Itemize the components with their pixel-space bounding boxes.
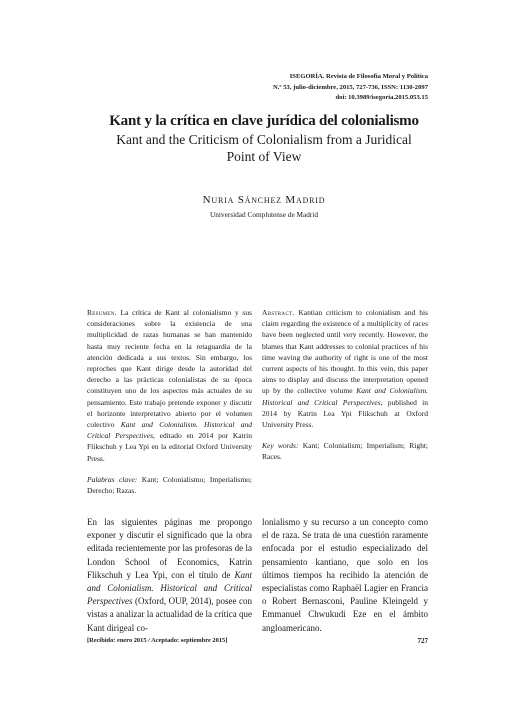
body-column-right: lonialismo y su recurso a un concepto como el de raza. Se trata de una cuestión raramente enfocada por el estudio especializado del pensamiento kantiano, que solo en los últimos tiempos ha recibido la atención de especialistas como Raphaël Lagier en Francia o Robert Bernasconi, Pauline Kleingeld y Emmanuel Chwukudi Eze en el ámbito angloamericano.: [262, 517, 428, 633]
abstract-es-text-b: , editado en 2014 por Katrin Flikschuh y Lea Ypi en la editorial Oxford University Press.: [87, 431, 253, 463]
abstract-es-book-title: Kant and Colonialism. Historical and Critical Perspectives: [87, 420, 252, 441]
abstract-es: [87, 307, 252, 496]
doi: doi: 10.3989/isegoria.2015.053.15: [335, 94, 428, 101]
article-title-en: [70, 132, 458, 165]
abstract-en-label: Abstract.: [262, 308, 295, 317]
article-title-es: Kant y la crítica en clave jurídica del colonialismo: [109, 113, 419, 129]
abstract-es-label: Resumen.: [87, 308, 117, 317]
abstract-es-text-a: La crítica de Kant al colonialismo y sus consideraciones sobre la existencia de una multiplicidad de razas humanas se han mantenido hasta muy reciente fecha en la retaguardia de la atención dedicada a sus textos. Sin embargo, los reproches que Kant dirige desde la autoridad del derecho a las prácticas colonialistas de su época constituyen uno de los aspectos más actuales de su pensamiento. Este trabajo pretende exponer y discutir el horizonte interpretativo abierto por el volumen colectivo: [87, 308, 252, 430]
page-number: 727: [417, 637, 428, 645]
abstract-en-paragraph: [262, 307, 428, 430]
journal-header: [128, 72, 428, 104]
abstract-en-text-b: , published in 2014 by Katrin Lea Ypi Flikschuh at Oxford University Press.: [262, 397, 429, 430]
body-left-text-b: (Oxford, OUP, 2014), posee con vistas a analizar la actualidad de la crítica que Kant dirigeal co-: [87, 596, 252, 633]
keywords-en-text: Kant; Colonialism; Imperialism; Right; Races.: [262, 441, 428, 462]
abstract-en: [262, 307, 428, 463]
body-left-book-title: Kant and Colonialism. Historical and Critical Perspectives: [87, 569, 252, 607]
body-column-left: [87, 516, 252, 635]
keywords-es: [87, 474, 252, 496]
keywords-en-label: Key words:: [262, 441, 299, 451]
keywords-es-text: Kant; Colonialismo; Imperialismo; Derecho; Razas.: [87, 474, 252, 496]
abstract-es-paragraph: [87, 307, 252, 464]
keywords-es-label: Palabras clave:: [87, 474, 138, 484]
abstract-en-text-a: Kantian criticism to colonialism and his claim regarding the existence of a multiplicity of races have been neglected until very recently. However, the blames that Kant addresses to colonial practices of his time waving the authority of right is one of the most current aspects of his thought. In this vein, this paper aims to display and discuss the interpretation opened up by the collective volume: [262, 308, 428, 396]
received-accepted-dates: [Recibido: enero 2015 / Aceptado: septiembre 2015]: [87, 637, 228, 644]
issue-info: N.º 53, julio-diciembre, 2015, 727-736, ISSN: 1130-2097: [273, 83, 428, 91]
author-affiliation: Universidad Complutense de Madrid: [209, 210, 318, 219]
abstract-en-book-title: Kant and Colonialism. Historical and Critical Perspectives: [262, 386, 429, 407]
author-name: Nuria Sánchez Madrid: [202, 194, 326, 206]
title-en-line-2: Point of View: [226, 148, 302, 164]
keywords-en: [262, 440, 428, 462]
title-en-line-1: Kant and the Criticism of Colonialism from a Juridical: [116, 132, 412, 147]
body-left-text-a: En las siguientes páginas me propongo exponer y discutir el significado que la obra editada recientemente por las profesoras de la London School of Economics, Katrin Flikschuh y Lea Ypi, con el título de: [87, 517, 252, 580]
journal-name: ISEGORÍA. Revista de Filosofía Moral y Política: [289, 73, 428, 80]
